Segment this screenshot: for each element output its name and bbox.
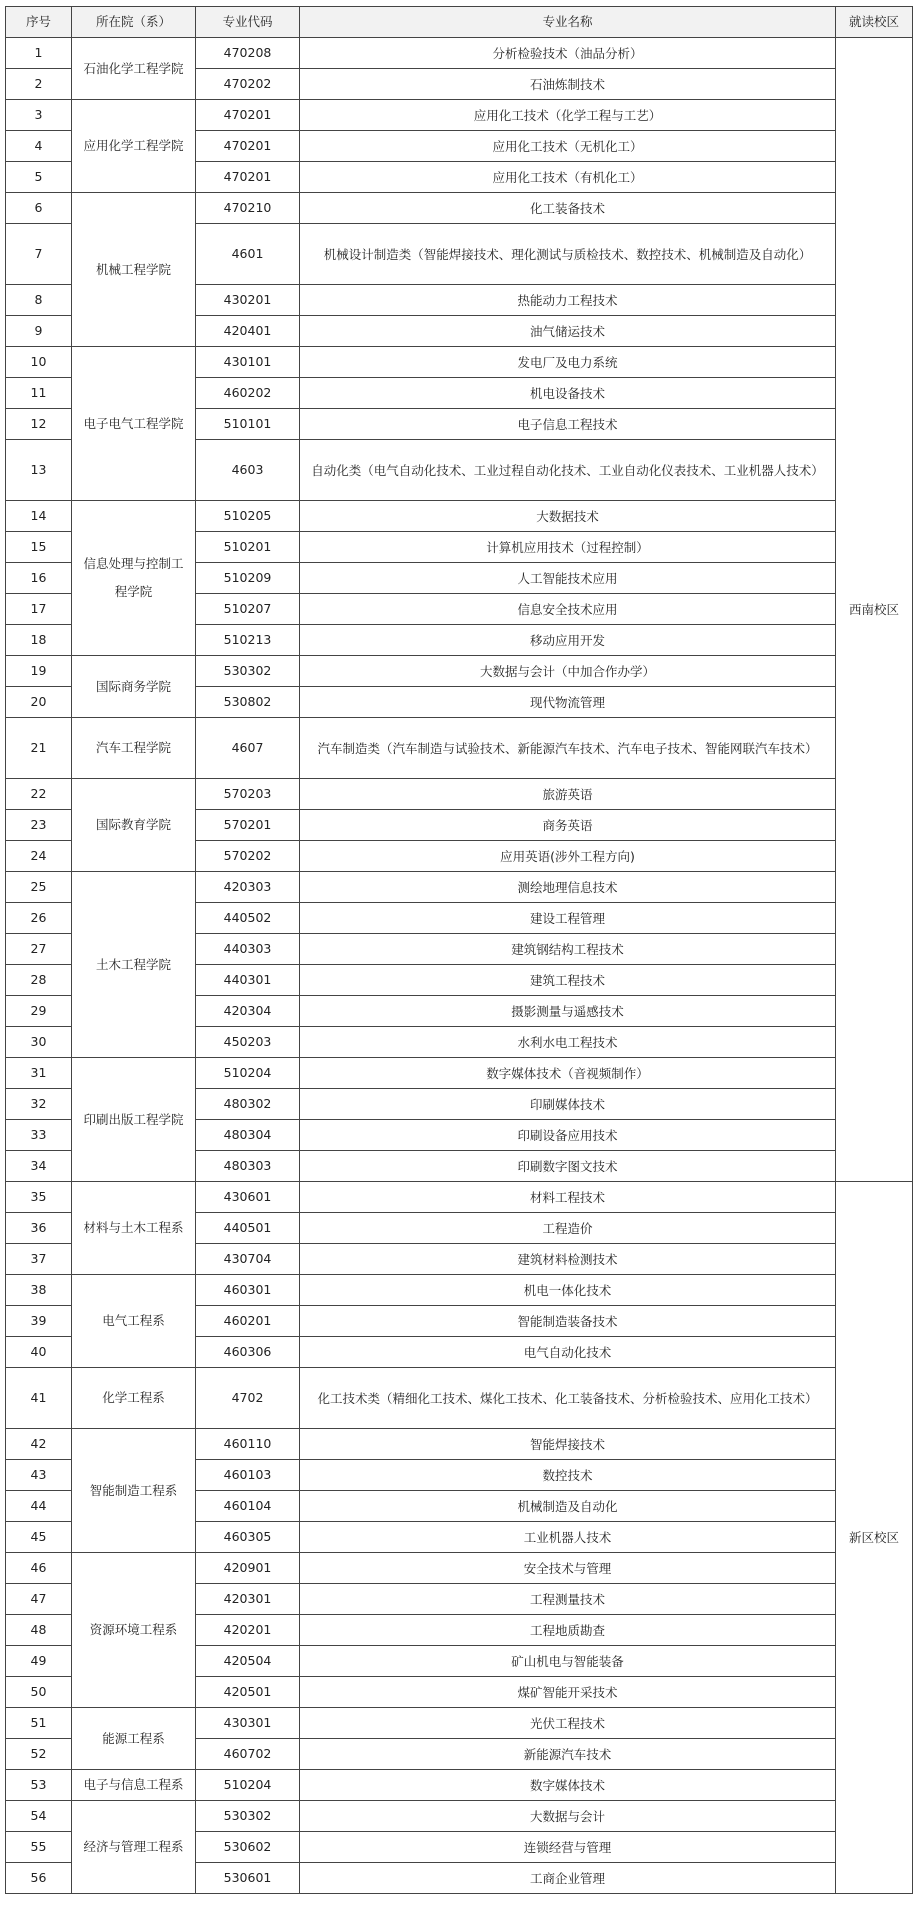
cell-code: 510204	[196, 1058, 300, 1089]
cell-college: 国际商务学院	[72, 656, 196, 718]
cell-code: 460202	[196, 378, 300, 409]
table-row	[6, 347, 913, 378]
cell-seq: 40	[6, 1337, 72, 1368]
cell-seq: 51	[6, 1708, 72, 1739]
cell-college: 应用化学工程学院	[72, 100, 196, 193]
cell-seq: 18	[6, 625, 72, 656]
table-row	[6, 501, 913, 532]
cell-major-name: 建筑钢结构工程技术	[300, 934, 836, 965]
cell-code: 460110	[196, 1429, 300, 1460]
cell-code: 430301	[196, 1708, 300, 1739]
cell-code: 450203	[196, 1027, 300, 1058]
cell-code: 4607	[196, 718, 300, 779]
cell-seq: 44	[6, 1491, 72, 1522]
cell-college: 汽车工程学院	[72, 718, 196, 779]
cell-major-name: 智能焊接技术	[300, 1429, 836, 1460]
cell-seq: 38	[6, 1275, 72, 1306]
cell-seq: 53	[6, 1770, 72, 1801]
cell-code: 530302	[196, 1801, 300, 1832]
cell-seq: 16	[6, 563, 72, 594]
cell-code: 530602	[196, 1832, 300, 1863]
cell-college: 电子与信息工程系	[72, 1770, 196, 1801]
cell-major-name: 工业机器人技术	[300, 1522, 836, 1553]
cell-code: 460702	[196, 1739, 300, 1770]
cell-code: 4702	[196, 1368, 300, 1429]
cell-seq: 37	[6, 1244, 72, 1275]
cell-code: 420304	[196, 996, 300, 1027]
cell-college: 国际教育学院	[72, 779, 196, 872]
cell-code: 420901	[196, 1553, 300, 1584]
cell-seq: 42	[6, 1429, 72, 1460]
cell-major-name: 应用化工技术（化学工程与工艺）	[300, 100, 836, 131]
cell-seq: 19	[6, 656, 72, 687]
cell-code: 4601	[196, 224, 300, 285]
cell-major-name: 印刷媒体技术	[300, 1089, 836, 1120]
cell-major-name: 工程造价	[300, 1213, 836, 1244]
table-row	[6, 1553, 913, 1584]
table-row	[6, 1708, 913, 1739]
table-row	[6, 100, 913, 131]
cell-code: 460301	[196, 1275, 300, 1306]
cell-seq: 48	[6, 1615, 72, 1646]
cell-code: 510201	[196, 532, 300, 563]
cell-code: 460103	[196, 1460, 300, 1491]
cell-code: 460306	[196, 1337, 300, 1368]
cell-major-name: 测绘地理信息技术	[300, 872, 836, 903]
cell-seq: 56	[6, 1863, 72, 1894]
cell-major-name: 旅游英语	[300, 779, 836, 810]
header-code: 专业代码	[196, 7, 300, 38]
cell-seq: 24	[6, 841, 72, 872]
cell-seq: 17	[6, 594, 72, 625]
cell-seq: 13	[6, 440, 72, 501]
cell-code: 420504	[196, 1646, 300, 1677]
cell-college: 资源环境工程系	[72, 1553, 196, 1708]
cell-major-name: 材料工程技术	[300, 1182, 836, 1213]
table-body	[6, 38, 913, 1894]
table-row	[6, 1429, 913, 1460]
cell-seq: 27	[6, 934, 72, 965]
cell-campus: 新区校区	[836, 1182, 913, 1894]
cell-code: 510207	[196, 594, 300, 625]
cell-code: 420401	[196, 316, 300, 347]
table-row	[6, 1182, 913, 1213]
cell-seq: 9	[6, 316, 72, 347]
cell-code: 510213	[196, 625, 300, 656]
cell-major-name: 应用化工技术（无机化工）	[300, 131, 836, 162]
cell-code: 440502	[196, 903, 300, 934]
cell-major-name: 数字媒体技术（音视频制作）	[300, 1058, 836, 1089]
table-row	[6, 779, 913, 810]
cell-code: 480304	[196, 1120, 300, 1151]
cell-major-name: 汽车制造类（汽车制造与试验技术、新能源汽车技术、汽车电子技术、智能网联汽车技术）	[300, 718, 836, 779]
cell-code: 460104	[196, 1491, 300, 1522]
cell-code: 420303	[196, 872, 300, 903]
cell-code: 470210	[196, 193, 300, 224]
cell-major-name: 安全技术与管理	[300, 1553, 836, 1584]
cell-seq: 35	[6, 1182, 72, 1213]
cell-code: 530802	[196, 687, 300, 718]
cell-code: 440301	[196, 965, 300, 996]
cell-code: 440303	[196, 934, 300, 965]
cell-major-name: 分析检验技术（油品分析）	[300, 38, 836, 69]
header-name: 专业名称	[300, 7, 836, 38]
cell-code: 470201	[196, 162, 300, 193]
cell-major-name: 化工技术类（精细化工技术、煤化工技术、化工装备技术、分析检验技术、应用化工技术）	[300, 1368, 836, 1429]
cell-code: 570202	[196, 841, 300, 872]
cell-major-name: 现代物流管理	[300, 687, 836, 718]
cell-major-name: 大数据与会计	[300, 1801, 836, 1832]
cell-seq: 55	[6, 1832, 72, 1863]
cell-major-name: 电子信息工程技术	[300, 409, 836, 440]
cell-code: 470208	[196, 38, 300, 69]
cell-seq: 29	[6, 996, 72, 1027]
cell-seq: 21	[6, 718, 72, 779]
cell-seq: 33	[6, 1120, 72, 1151]
cell-college: 化学工程系	[72, 1368, 196, 1429]
cell-seq: 23	[6, 810, 72, 841]
cell-code: 440501	[196, 1213, 300, 1244]
cell-seq: 2	[6, 69, 72, 100]
cell-major-name: 热能动力工程技术	[300, 285, 836, 316]
cell-major-name: 印刷设备应用技术	[300, 1120, 836, 1151]
table-row	[6, 38, 913, 69]
cell-college: 电子电气工程学院	[72, 347, 196, 501]
majors-table	[5, 6, 913, 1894]
cell-seq: 14	[6, 501, 72, 532]
cell-major-name: 大数据与会计（中加合作办学）	[300, 656, 836, 687]
cell-code: 510101	[196, 409, 300, 440]
cell-major-name: 智能制造装备技术	[300, 1306, 836, 1337]
cell-seq: 47	[6, 1584, 72, 1615]
table-row	[6, 193, 913, 224]
cell-seq: 11	[6, 378, 72, 409]
table-row	[6, 1770, 913, 1801]
cell-major-name: 大数据技术	[300, 501, 836, 532]
cell-code: 420201	[196, 1615, 300, 1646]
cell-code: 570203	[196, 779, 300, 810]
cell-code: 420301	[196, 1584, 300, 1615]
cell-seq: 39	[6, 1306, 72, 1337]
cell-code: 530601	[196, 1863, 300, 1894]
cell-major-name: 机械制造及自动化	[300, 1491, 836, 1522]
table-row	[6, 872, 913, 903]
cell-college: 能源工程系	[72, 1708, 196, 1770]
cell-code: 4603	[196, 440, 300, 501]
cell-college: 土木工程学院	[72, 872, 196, 1058]
cell-major-name: 机电一体化技术	[300, 1275, 836, 1306]
cell-major-name: 印刷数字图文技术	[300, 1151, 836, 1182]
cell-seq: 43	[6, 1460, 72, 1491]
cell-seq: 52	[6, 1739, 72, 1770]
cell-code: 530302	[196, 656, 300, 687]
cell-major-name: 计算机应用技术（过程控制）	[300, 532, 836, 563]
cell-major-name: 水利水电工程技术	[300, 1027, 836, 1058]
cell-seq: 3	[6, 100, 72, 131]
cell-seq: 41	[6, 1368, 72, 1429]
cell-seq: 22	[6, 779, 72, 810]
cell-major-name: 光伏工程技术	[300, 1708, 836, 1739]
cell-seq: 7	[6, 224, 72, 285]
cell-seq: 49	[6, 1646, 72, 1677]
cell-seq: 34	[6, 1151, 72, 1182]
cell-seq: 4	[6, 131, 72, 162]
cell-code: 470202	[196, 69, 300, 100]
cell-code: 470201	[196, 131, 300, 162]
cell-college: 经济与管理工程系	[72, 1801, 196, 1894]
cell-code: 510204	[196, 1770, 300, 1801]
cell-seq: 26	[6, 903, 72, 934]
cell-code: 430601	[196, 1182, 300, 1213]
cell-seq: 15	[6, 532, 72, 563]
table-row	[6, 1058, 913, 1089]
header-seq: 序号	[6, 7, 72, 38]
cell-seq: 5	[6, 162, 72, 193]
cell-major-name: 自动化类（电气自动化技术、工业过程自动化技术、工业自动化仪表技术、工业机器人技术）	[300, 440, 836, 501]
table-row	[6, 1368, 913, 1429]
table-row	[6, 1801, 913, 1832]
cell-seq: 20	[6, 687, 72, 718]
cell-code: 510205	[196, 501, 300, 532]
cell-major-name: 化工装备技术	[300, 193, 836, 224]
cell-seq: 46	[6, 1553, 72, 1584]
cell-code: 430101	[196, 347, 300, 378]
cell-major-name: 连锁经营与管理	[300, 1832, 836, 1863]
cell-seq: 8	[6, 285, 72, 316]
cell-major-name: 建设工程管理	[300, 903, 836, 934]
cell-college: 信息处理与控制工程学院	[72, 501, 196, 656]
cell-seq: 25	[6, 872, 72, 903]
cell-major-name: 工商企业管理	[300, 1863, 836, 1894]
cell-major-name: 矿山机电与智能装备	[300, 1646, 836, 1677]
cell-major-name: 石油炼制技术	[300, 69, 836, 100]
cell-college: 材料与土木工程系	[72, 1182, 196, 1275]
cell-code: 470201	[196, 100, 300, 131]
cell-code: 460201	[196, 1306, 300, 1337]
cell-major-name: 工程地质勘查	[300, 1615, 836, 1646]
cell-major-name: 摄影测量与遥感技术	[300, 996, 836, 1027]
cell-code: 430201	[196, 285, 300, 316]
header-campus: 就读校区	[836, 7, 913, 38]
table-row	[6, 718, 913, 779]
cell-seq: 32	[6, 1089, 72, 1120]
cell-major-name: 机械设计制造类（智能焊接技术、理化测试与质检技术、数控技术、机械制造及自动化）	[300, 224, 836, 285]
cell-major-name: 建筑工程技术	[300, 965, 836, 996]
cell-seq: 12	[6, 409, 72, 440]
cell-college: 机械工程学院	[72, 193, 196, 347]
cell-code: 460305	[196, 1522, 300, 1553]
cell-major-name: 数控技术	[300, 1460, 836, 1491]
cell-seq: 1	[6, 38, 72, 69]
cell-major-name: 商务英语	[300, 810, 836, 841]
table-row	[6, 656, 913, 687]
cell-code: 510209	[196, 563, 300, 594]
cell-seq: 45	[6, 1522, 72, 1553]
cell-major-name: 发电厂及电力系统	[300, 347, 836, 378]
cell-seq: 50	[6, 1677, 72, 1708]
cell-seq: 30	[6, 1027, 72, 1058]
cell-major-name: 油气储运技术	[300, 316, 836, 347]
cell-college: 智能制造工程系	[72, 1429, 196, 1553]
cell-major-name: 应用化工技术（有机化工）	[300, 162, 836, 193]
cell-major-name: 移动应用开发	[300, 625, 836, 656]
table-row	[6, 1275, 913, 1306]
cell-code: 570201	[196, 810, 300, 841]
cell-major-name: 新能源汽车技术	[300, 1739, 836, 1770]
cell-seq: 10	[6, 347, 72, 378]
cell-seq: 31	[6, 1058, 72, 1089]
cell-seq: 54	[6, 1801, 72, 1832]
cell-major-name: 应用英语(涉外工程方向)	[300, 841, 836, 872]
cell-seq: 36	[6, 1213, 72, 1244]
cell-major-name: 电气自动化技术	[300, 1337, 836, 1368]
cell-code: 420501	[196, 1677, 300, 1708]
cell-seq: 6	[6, 193, 72, 224]
cell-code: 430704	[196, 1244, 300, 1275]
cell-college: 电气工程系	[72, 1275, 196, 1368]
header-college: 所在院（系）	[72, 7, 196, 38]
cell-major-name: 机电设备技术	[300, 378, 836, 409]
header-row	[6, 7, 913, 38]
cell-major-name: 建筑材料检测技术	[300, 1244, 836, 1275]
cell-major-name: 信息安全技术应用	[300, 594, 836, 625]
cell-code: 480302	[196, 1089, 300, 1120]
cell-major-name: 工程测量技术	[300, 1584, 836, 1615]
cell-major-name: 人工智能技术应用	[300, 563, 836, 594]
cell-campus: 西南校区	[836, 38, 913, 1182]
cell-major-name: 数字媒体技术	[300, 1770, 836, 1801]
cell-college: 印刷出版工程学院	[72, 1058, 196, 1182]
cell-seq: 28	[6, 965, 72, 996]
cell-college: 石油化学工程学院	[72, 38, 196, 100]
cell-major-name: 煤矿智能开采技术	[300, 1677, 836, 1708]
cell-code: 480303	[196, 1151, 300, 1182]
